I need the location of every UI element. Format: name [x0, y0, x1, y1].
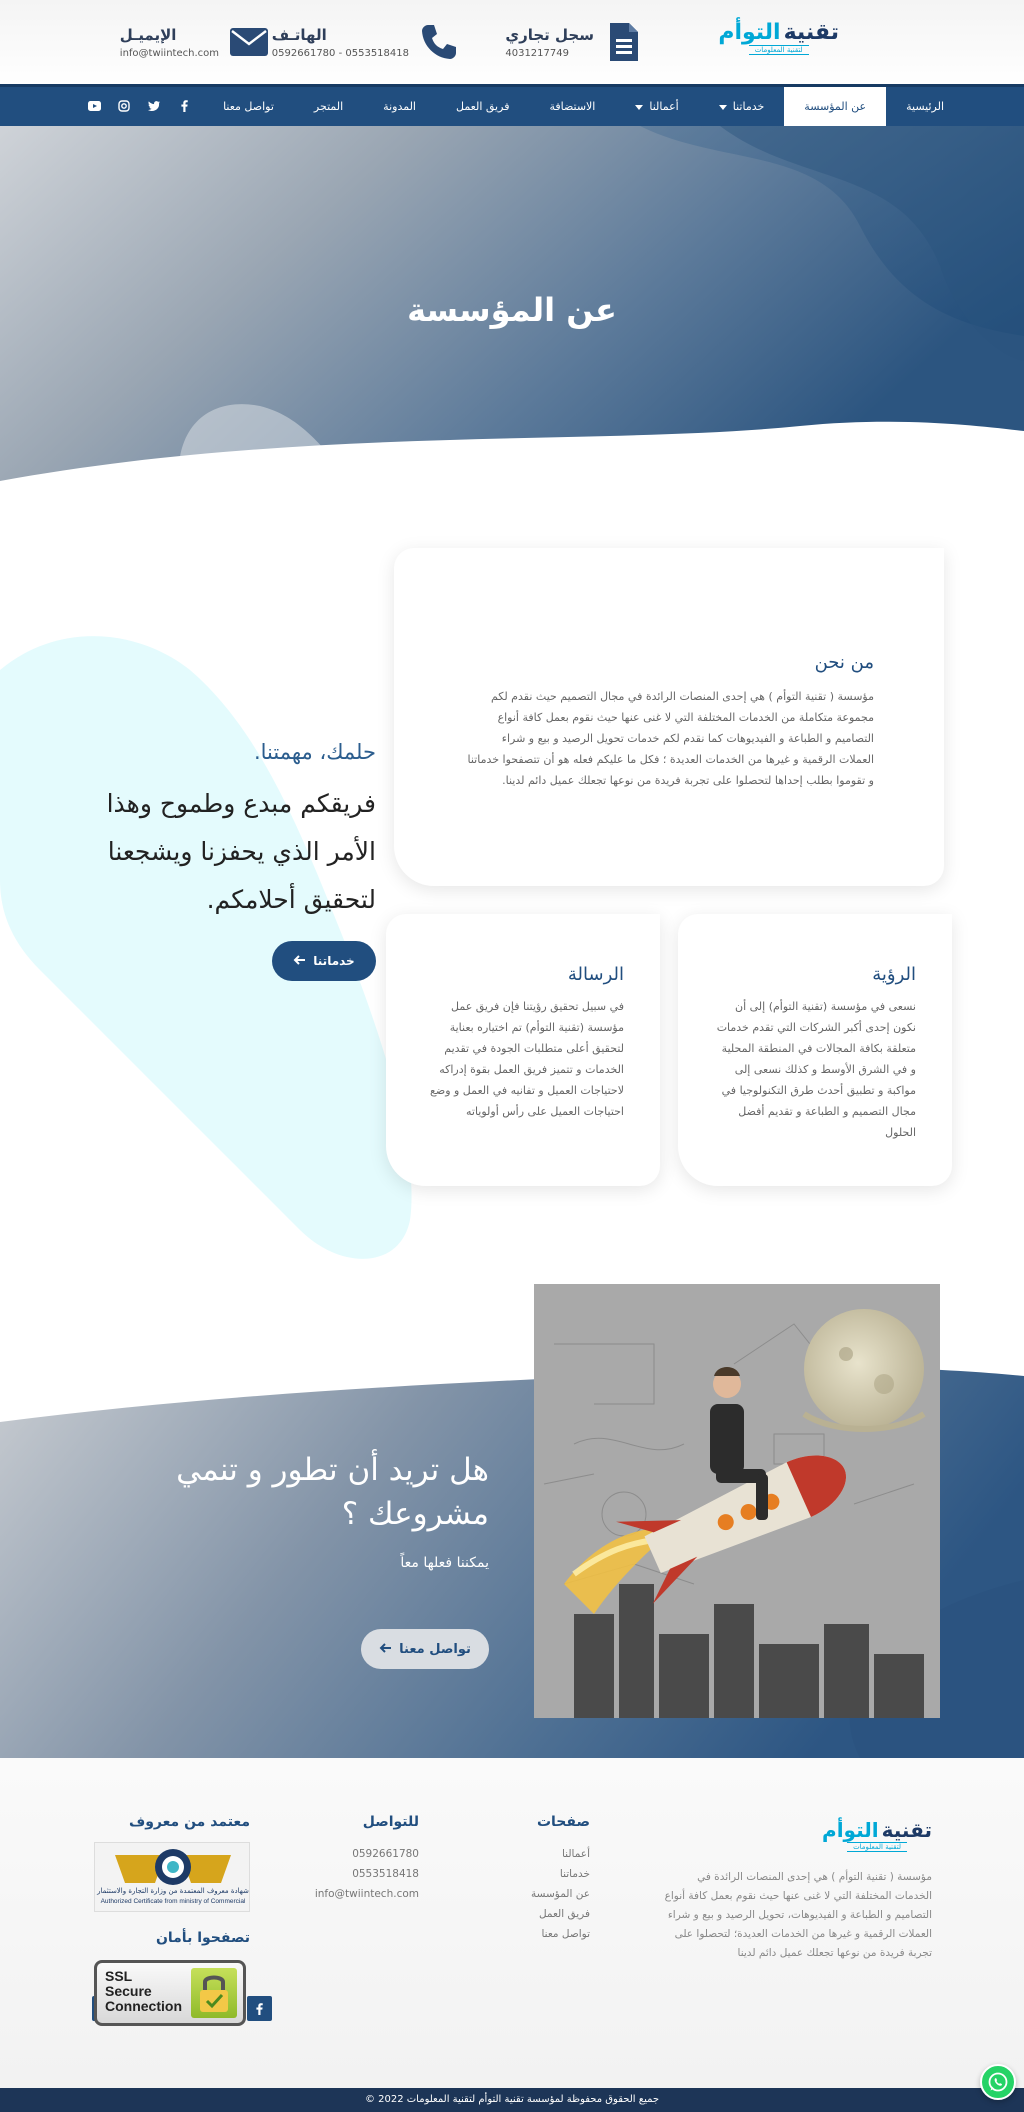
dream-heading: فريقكم مبدع وطموح وهذا الأمر الذي يحفزنا ويشجعنا لتحقيق أحلامكم. [106, 789, 376, 914]
ssl-line-1: SSL [105, 1968, 133, 1984]
chevron-down-icon [719, 105, 727, 110]
nav-menu [203, 87, 964, 126]
nav-item-blog[interactable] [363, 87, 436, 126]
whatsapp-icon [987, 2071, 1009, 2093]
nav-item-store[interactable] [294, 87, 363, 126]
hero-banner [0, 126, 1024, 496]
nav-item-label: خدماتنا [732, 100, 765, 113]
logo-subtitle: لتقنية المعلومات [847, 1842, 907, 1852]
site-logo[interactable] [718, 20, 839, 55]
email-address[interactable]: info@twiintech.com [119, 47, 219, 59]
services-button[interactable] [272, 941, 376, 981]
whatsapp-chat-button[interactable] [980, 2064, 1016, 2100]
facebook-icon[interactable] [247, 1996, 272, 2021]
about-card-vision [678, 914, 952, 1186]
phone-title: الهاتـف [271, 25, 327, 44]
nav-item-works[interactable] [615, 87, 698, 126]
arrow-left-icon [293, 954, 305, 968]
logo-subtitle: لتقنية المعلومات [749, 45, 809, 55]
envelope-icon [229, 22, 269, 62]
footer-contact-column [315, 1814, 419, 1904]
who-text: مؤسسة ( تقنية التوأم ) هي إحدى المنصات الرائدة في مجال التصميم حيث نقدم لكم مجموعة متكاملة من الخدمات المختلفة التي لا غنى عنها حيث نقوم بعمل كافة أنواع التصاميم و الطباعة و الفيديوهات كما نقدم لكم خدمات تحويل الرصيد و بيع و شراء العملات الرقمية و غيرها من الخدمات العديدة ؛ فكل ما عليكم فعله هو أن تتصفحوا خدماتنا و تقوموا بطلب إحداها لتحصلوا على تجربة فريدة من نوعها تجعلك عميل دائم لدينا. [467, 690, 874, 787]
footer-link-contact[interactable]: تواصل معنا [541, 1928, 590, 1940]
footer-cert-title: معتمد من معروف [128, 1814, 250, 1830]
twitter-icon[interactable] [146, 98, 162, 114]
arrow-left-icon [379, 1642, 391, 1657]
nav-item-label: عن المؤسسة [804, 100, 867, 113]
chevron-down-icon [635, 105, 643, 110]
footer-contact-title: للتواصل [362, 1814, 419, 1830]
nav-item-services[interactable] [699, 87, 785, 126]
nav-item-hosting[interactable] [529, 87, 615, 126]
footer-link-team[interactable]: فريق العمل [538, 1908, 590, 1920]
page-title: عن المؤسسة [407, 291, 617, 329]
email-title: الإيميـل [119, 25, 177, 44]
copyright-bar: جميع الحقوق محفوظة لمؤسسة تقنية التوأم لتقنية المعلومات 2022 © [0, 2088, 1024, 2112]
footer-safe-title: تصفحوا بأمان [155, 1930, 250, 1946]
services-button-label: خدماتنا [313, 954, 355, 968]
vision-text: نسعى في مؤسسة (تقنية التوأم) إلى أن نكون إحدى أكبر الشركات التي تقدم خدمات متعلقة بكافة المجالات في المنطقة المحلية و في الشرق الأوسط و كذلك نسعى إلى مواكبة و تطبيق أحدث طرق التكنولوجيا في مجال التصميم و الطباعة و تقديم أفضل الحلول [716, 1000, 916, 1139]
logo-wordmark [718, 20, 839, 45]
logo-word-2: التوأم [718, 20, 781, 45]
vision-title: الرؤية [872, 964, 916, 985]
footer-link-about[interactable]: عن المؤسسة [530, 1888, 590, 1900]
cta-heading: هل تريد أن تطور و تنمي مشروعك ؟ [176, 1452, 489, 1532]
logo-word-1: تقنية [783, 20, 839, 45]
logo-wordmark [822, 1818, 932, 1842]
footer-logo[interactable] [822, 1818, 932, 1852]
phone-info [272, 22, 459, 62]
facebook-icon[interactable] [176, 98, 192, 114]
about-card-mission [386, 914, 660, 1186]
mission-title: الرسالة [567, 964, 624, 985]
nav-item-team[interactable] [436, 87, 529, 126]
padlock-icon [191, 1968, 237, 2018]
register-title: سجل تجاري [505, 25, 594, 44]
footer-link-works[interactable]: أعمالنا [561, 1848, 590, 1860]
nav-item-about[interactable] [784, 87, 886, 126]
contact-us-button[interactable] [361, 1629, 489, 1669]
footer-phone-2[interactable]: 0553518418 [352, 1868, 419, 1880]
footer-phone-1[interactable]: 0592661780 [352, 1848, 419, 1860]
ssl-secure-badge [94, 1960, 246, 2026]
nav-item-label: أعمالنا [649, 100, 679, 113]
ssl-line-2: Secure [105, 1983, 152, 1999]
commercial-register-info [505, 22, 644, 62]
nav-item-label: الاستضافة [549, 100, 596, 113]
youtube-icon[interactable] [86, 98, 102, 114]
who-title: من نحن [814, 652, 874, 673]
mission-text: في سبيل تحقيق رؤيتنا فإن فريق عمل مؤسسة (تقنية التوأم) تم اختياره بعناية لتحقيق أعلى متطلبات الجودة في تقديم الخدمات و تتميز فريق العمل بقوة إدراكه لاحتياجات العميل و تفانيه في العمل و وضع احتياجات العميل على رأس أولوياته [430, 1000, 624, 1118]
footer-certification-column [90, 1814, 250, 2026]
footer-about-text: مؤسسة ( تقنية التوأم ) هي إحدى المنصات الرائدة في الخدمات المختلفة التي لا غنى عنها حيث نقوم بعمل كافة أنواع التصاميم و الطباعة و الفيديوهات، تحويل الرصيد و بيع و شراء العملات الرقمية و غيرها من الخدمات العديدة؛ لتحصلوا على تجربة فريدة من نوعها تجعلك عميل دائم لدينا [664, 1871, 932, 1959]
main-nav [0, 84, 1024, 126]
nav-item-label: تواصل معنا [223, 100, 274, 113]
phone-icon [419, 22, 459, 62]
email-info [120, 22, 269, 62]
logo-word-1: تقنية [881, 1818, 932, 1842]
nav-item-label: الرئيسية [906, 100, 944, 113]
cta-subheading: يمكننا فعلها معاً [400, 1555, 489, 1571]
footer-pages-column [531, 1814, 590, 1944]
ssl-line-3: Connection [105, 1998, 182, 2014]
rocket-businessman-image [534, 1284, 940, 1718]
footer-link-services[interactable]: خدماتنا [559, 1868, 590, 1880]
footer-email[interactable]: info@twiintech.com [314, 1888, 419, 1900]
document-icon [604, 22, 644, 62]
rocket-illustration [534, 1284, 940, 1718]
instagram-icon[interactable] [116, 98, 132, 114]
cert-caption-en: Authorized Certificate from ministry of Commercial [100, 1898, 246, 1905]
nav-item-contact[interactable] [203, 87, 294, 126]
nav-item-label: فريق العمل [455, 100, 510, 113]
cert-caption-ar: شهادة معروف المعتمدة من وزارة التجارة والاستثمار [97, 1887, 249, 1895]
about-card-who-we-are [394, 548, 944, 886]
dream-subheading: حلمك، مهمتنا. [253, 740, 376, 764]
register-number: 4031217749 [505, 47, 569, 59]
nav-item-label: المدونة [383, 100, 416, 113]
logo-word-2: التوأم [822, 1818, 879, 1842]
nav-item-label: المتجر [313, 100, 344, 113]
phone-numbers[interactable]: 0592661780 - 0553518418 [271, 47, 409, 59]
maroof-certificate-badge[interactable] [94, 1842, 250, 1912]
footer-pages-title: صفحات [536, 1814, 590, 1830]
nav-item-home[interactable] [886, 87, 964, 126]
nav-social-links [86, 98, 192, 114]
contact-us-button-label: تواصل معنا [399, 1641, 471, 1657]
